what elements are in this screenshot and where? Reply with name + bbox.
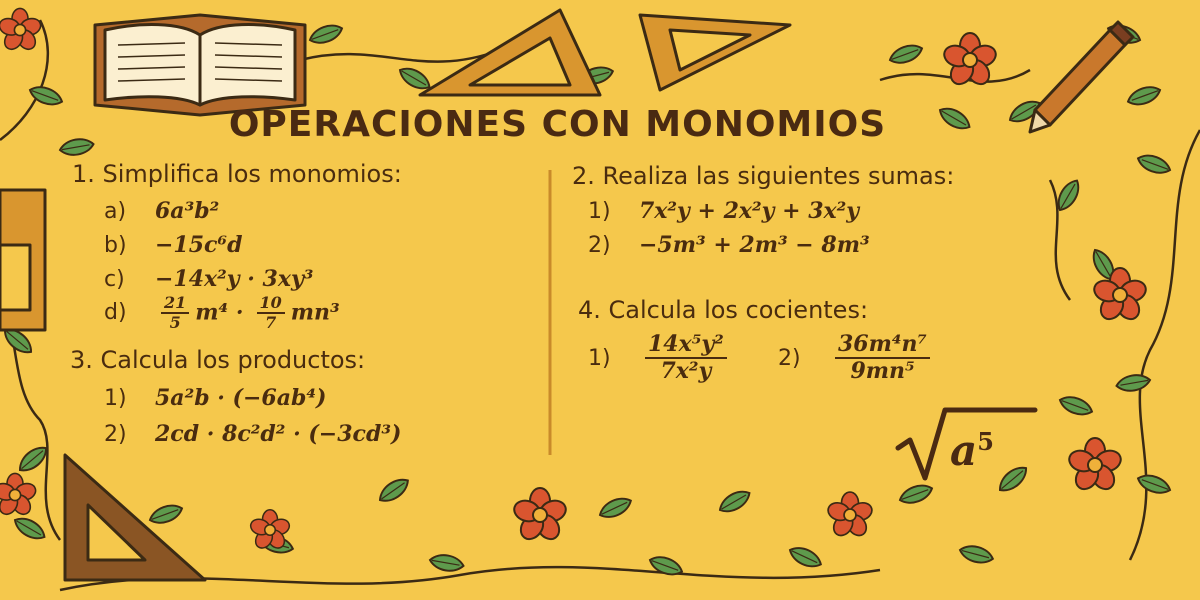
item-expression: −14x²y · 3xy³ <box>155 266 314 292</box>
section-4-heading: 4. Calcula los cocientes: <box>578 296 869 324</box>
radical-a5 <box>950 426 994 475</box>
radical-base: a <box>950 426 978 475</box>
s2-item-1 <box>588 198 859 224</box>
item-expression: m⁴ · <box>195 299 244 326</box>
item-expression: −15c⁶d <box>155 232 243 258</box>
fraction-21-5 <box>161 294 189 333</box>
section-1-heading: 1. Simplifica los monomios: <box>72 160 402 188</box>
item-label: c) <box>104 267 125 292</box>
item-expression: −5m³ + 2m³ − 8m³ <box>639 232 870 258</box>
page-title: OPERACIONES CON MONOMIOS <box>228 104 887 145</box>
item-label: 2) <box>104 422 127 447</box>
item-label: d) <box>104 300 127 326</box>
s1-item-c <box>104 266 313 292</box>
quotient-fraction <box>835 332 930 385</box>
item-expression: 7x²y + 2x²y + 3x²y <box>639 198 860 224</box>
s1-item-b <box>104 232 242 258</box>
item-label: 1) <box>104 386 127 411</box>
s1-item-a <box>104 198 219 224</box>
item-label: 2) <box>588 233 611 258</box>
item-expression: 5a²b · (−6ab⁴) <box>155 385 327 411</box>
item-label: 1) <box>588 345 611 371</box>
fraction-denominator: 7x²y <box>660 358 712 385</box>
s3-item-2 <box>104 421 401 447</box>
fraction-denominator: 5 <box>169 313 181 333</box>
s3-item-1 <box>104 385 326 411</box>
s4-item-2 <box>778 332 936 385</box>
fraction-numerator: 21 <box>161 294 189 314</box>
section-3-heading: 3. Calcula los productos: <box>70 346 366 374</box>
fraction-denominator: 7 <box>265 313 277 333</box>
item-label: a) <box>104 199 127 224</box>
item-expression: 2cd · 8c²d² · (−3cd³) <box>155 421 402 447</box>
item-label: 1) <box>588 199 611 224</box>
fraction-denominator: 9mn⁵ <box>850 358 915 385</box>
fraction-numerator: 10 <box>257 294 285 314</box>
section-2-heading: 2. Realiza las siguientes sumas: <box>572 162 955 190</box>
item-expression: 6a³b² <box>155 198 220 224</box>
item-expression: mn³ <box>290 299 340 326</box>
item-label: 2) <box>778 345 801 371</box>
s2-item-2 <box>588 232 870 258</box>
radical-exponent: 5 <box>977 427 994 456</box>
quotient-fraction <box>645 332 727 385</box>
s4-item-1 <box>588 332 733 385</box>
fraction-10-7 <box>257 294 285 333</box>
fraction-numerator: 14x⁵y² <box>645 332 727 359</box>
s1-item-d <box>104 294 340 333</box>
fraction-numerator: 36m⁴n⁷ <box>835 332 930 359</box>
item-label: b) <box>104 233 127 258</box>
